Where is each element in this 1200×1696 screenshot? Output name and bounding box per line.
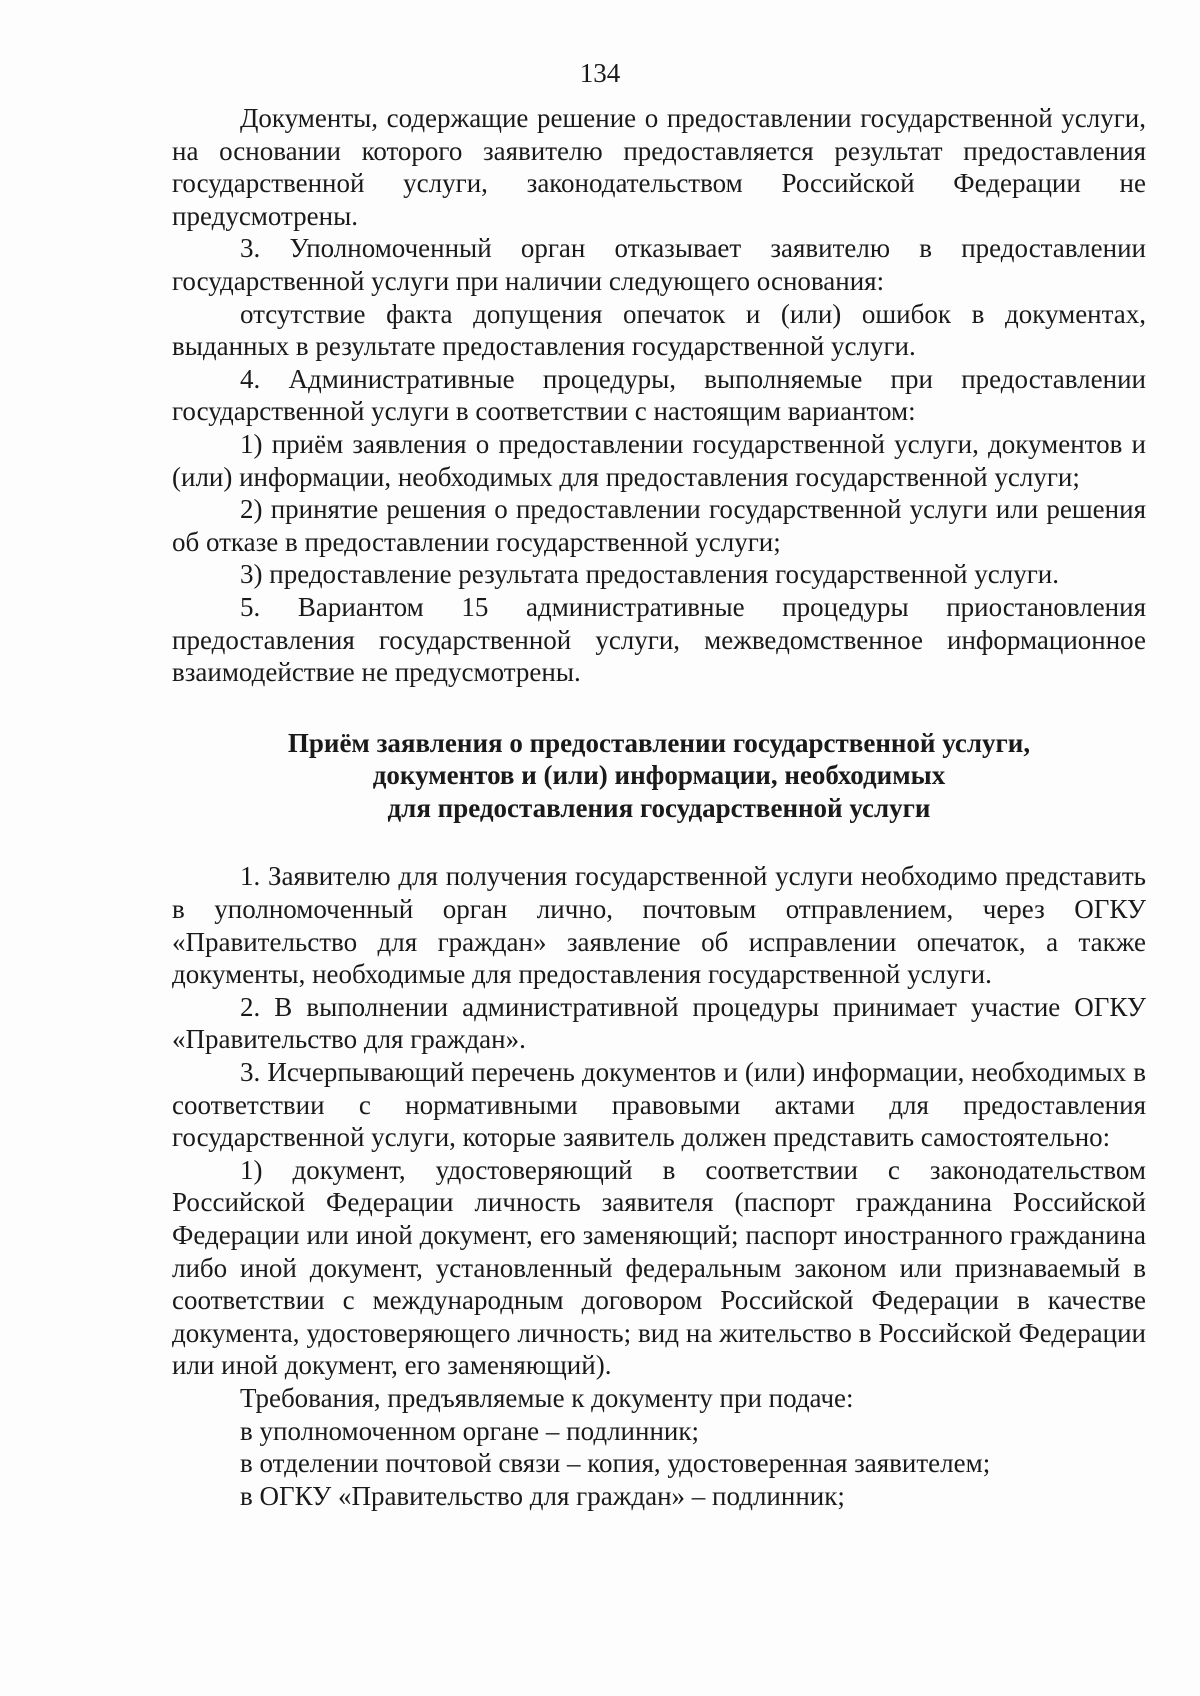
paragraph: Требования, предъявляемые к документу при подаче: <box>240 1382 854 1413</box>
list-item: 1) приём заявления о предоставлении государственной услуги, документов и (или) информации, необходимых для предоставления государственной услуги; <box>172 428 1146 492</box>
document-body <box>172 102 1146 1512</box>
list-item: в отделении почтовой связи – копия, удостоверенная заявителем; <box>240 1448 991 1479</box>
paragraph: 3. Исчерпывающий перечень документов и (или) информации, необходимых в соответствии с нормативными правовыми актами для предоставления государственной услуги, которые заявитель должен представить самостоятельно: <box>172 1057 1146 1153</box>
list-item: в уполномоченном органе – подлинник; <box>240 1415 699 1446</box>
paragraph: 3. Уполномоченный орган отказывает заявителю в предоставлении государственной услуги при наличии следующего основания: <box>172 233 1146 296</box>
list-item: 2) принятие решения о предоставлении государственной услуги или решения об отказе в предоставлении государственной услуги; <box>172 494 1146 557</box>
list-item: 3) предоставление результата предоставления государственной услуги. <box>240 559 1059 590</box>
paragraph: 4. Административные процедуры, выполняемые при предоставлении государственной услуги в соответствии с настоящим вариантом: <box>172 363 1146 427</box>
section-heading <box>172 727 1146 825</box>
list-item: 1) документ, удостоверяющий в соответствии с законодательством Российской Федерации личность заявителя (паспорт гражданина Российской Федерации или иной документ, его заменяющий; паспорт иностранного гражданина либо иной документ, установленный федеральным законом или признаваемый в соответствии с международным договором Российской Федерации в качестве документа, удостоверяющего личность; вид на жительство в Российской Федерации или иной документ, его заменяющий). <box>172 1154 1146 1381</box>
section-heading-line: для предоставления государственной услуги <box>387 792 931 823</box>
paragraph: 2. В выполнении административной процедуры принимает участие ОГКУ «Правительство для граждан». <box>172 991 1146 1055</box>
page-number: 134 <box>579 58 621 88</box>
paragraph: Документы, содержащие решение о предоставлении государственной услуги, на основании которого заявителю предоставляется результат предоставления государственной услуги, законодательством Российской Федерации не предусмотрены. <box>172 103 1146 231</box>
paragraph: отсутствие факта допущения опечаток и (или) ошибок в документах, выданных в результате предоставления государственной услуги. <box>172 298 1146 362</box>
list-item: в ОГКУ «Правительство для граждан» – подлинник; <box>240 1480 845 1511</box>
paragraph: 1. Заявителю для получения государственной услуги необходимо представить в уполномоченный орган лично, почтовым отправлением, через ОГКУ «Правительство для граждан» заявление об исправлении опечаток, а также документы, необходимые для предоставления государственной услуги. <box>172 861 1146 990</box>
section-heading-line: Приём заявления о предоставлении государственной услуги, <box>287 727 1031 758</box>
paragraph: 5. Вариантом 15 административные процедуры приостановления предоставления государственной услуги, межведомственное информационное взаимодействие не предусмотрены. <box>172 591 1146 688</box>
section-heading-line: документов и (или) информации, необходимых <box>372 760 946 791</box>
